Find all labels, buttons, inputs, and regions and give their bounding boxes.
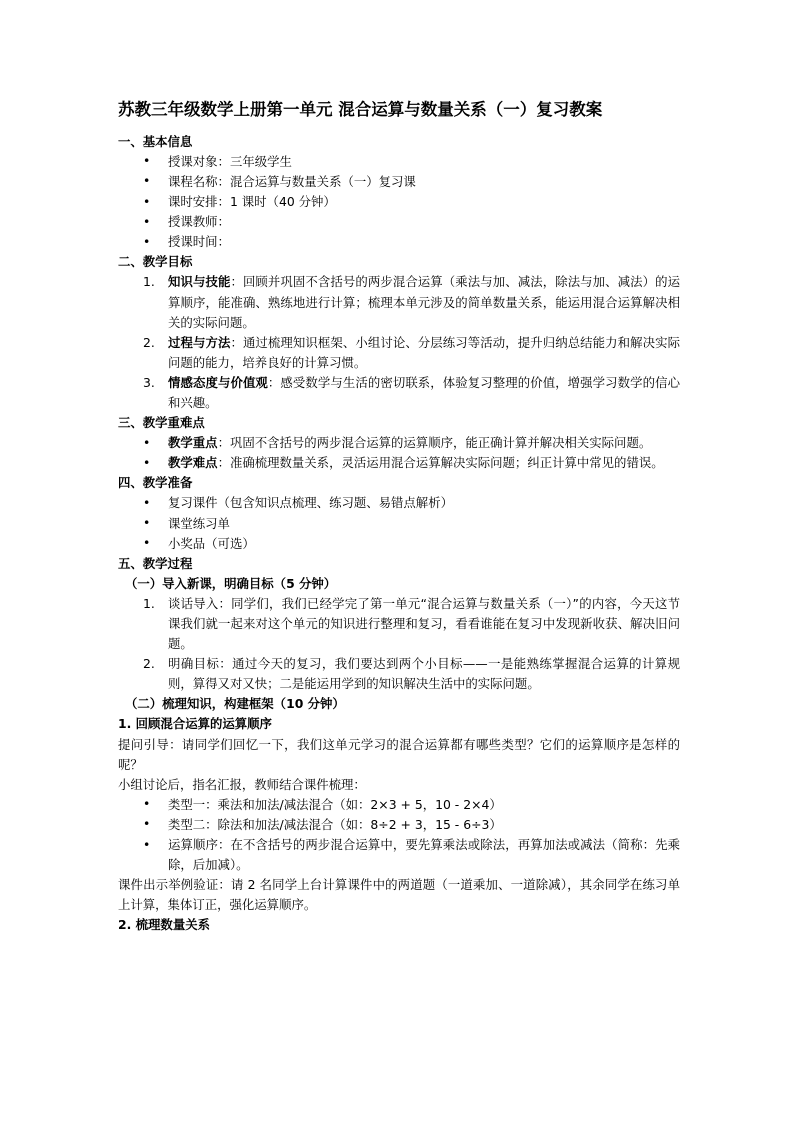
item-text: ：准确梳理数量关系，灵活运用混合运算解决实际问题；纠正计算中常见的错误。 [217,455,664,471]
section-heading-preparation: 四、教学准备 [118,475,193,491]
subsection-heading-part-two: （二）梳理知识，构建框架（10 分钟） [125,696,345,712]
item-text: ：回顾并巩固不含括号的两步混合运算（乘法与加、减法，除法与加、减法）的运算顺序，能准确、熟练地进行计算；梳理本单元涉及的简单数量关系，能运用混合运算解决相关的实际问题。 [168,274,681,330]
item-text: ：巩固不含括号的两步混合运算的运算顺序，能正确计算并解决相关实际问题。 [217,435,652,451]
list-item: • 类型二：除法和加法/减法混合（如：8÷2 + 3，15 - 6÷3） [118,815,680,835]
subsection-heading-part-one: （一）导入新课，明确目标（5 分钟） [125,575,337,591]
item-label: 情感态度与价值观 [168,374,268,390]
verify-paragraph: 课件出示举例验证：请 2 名同学上台计算课件中的两道题（一道乘加、一道除减），其余同学在练习单上计算，集体订正，强化运算顺序。 [118,877,680,913]
page-title: 苏教三年级数学上册第一单元 混合运算与数量关系（一）复习教案 [118,100,603,119]
item-label: 知识与技能 [168,274,231,290]
list-item: • 复习课件（包含知识点梳理、练习题、易错点解析） [118,493,680,513]
basic-info-list [118,152,680,252]
list-item: 谈话导入：同学们，我们已经学完了第一单元“混合运算与数量关系（一）”的内容，今天这节课我们就一起来对这个单元的知识进行整理和复习，看看谁能在复习中发现新收获、解决旧问题。 [168,595,680,652]
list-item: • 授课时间： [118,232,680,252]
operation-types-list [118,795,680,875]
list-item [118,433,680,453]
item-text: ：感受数学与生活的密切联系，体验复习整理的价值，增强学习数学的信心和兴趣。 [168,374,680,410]
item-label: 过程与方法 [168,334,231,350]
subsection-heading-review-order: 1. 回顾混合运算的运算顺序 [118,716,272,732]
document-body [118,98,680,936]
list-item: • 课时安排：1 课时（40 分钟） [118,192,680,212]
list-item: • 课程名称：混合运算与数量关系（一）复习课 [118,172,680,192]
objectives-list [118,272,680,413]
section-heading-objectives: 二、教学目标 [118,254,193,270]
list-item: • 类型一：乘法和加法/减法混合（如：2×3 + 5，10 - 2×4） [118,795,680,815]
list-item: • 运算顺序：在不含括号的两步混合运算中，要先算乘法或除法，再算加法或减法（简称：先乘除，后加减）。 [118,835,680,875]
part-one-list [118,594,680,694]
list-item: • 课堂练习单 [118,514,680,534]
list-item: • 授课对象：三年级学生 [118,152,680,172]
list-item [118,272,680,332]
section-heading-key-points: 三、教学重难点 [118,415,205,431]
subsection-heading-quantity-relations: 2. 梳理数量关系 [118,917,210,933]
prompt-paragraph: 提问引导：请同学们回忆一下，我们这单元学习的混合运算都有哪些类型？它们的运算顺序是怎样的呢？ [118,736,680,772]
key-points-list [118,433,680,473]
list-item [118,453,680,473]
list-item [118,333,680,373]
list-item: • 小奖品（可选） [118,534,680,554]
section-heading-process: 五、教学过程 [118,555,193,571]
section-heading-basic-info: 一、基本信息 [118,133,193,149]
item-label: 教学重点 [168,435,218,451]
list-item [118,373,680,413]
preparation-list [118,493,680,553]
item-text: ：通过梳理知识框架、小组讨论、分层练习等活动，提升归纳总结能力和解决实际问题的能力，培养良好的计算习惯。 [168,334,681,370]
list-item: 明确目标：通过今天的复习，我们要达到两个小目标——一是能熟练掌握混合运算的计算规则，算得又对又快；二是能运用学到的知识解决生活中的实际问题。 [168,656,680,692]
item-label: 教学难点 [168,455,218,471]
discussion-paragraph: 小组讨论后，指名汇报，教师结合课件梳理： [118,776,366,792]
list-item: • 授课教师： [118,212,680,232]
